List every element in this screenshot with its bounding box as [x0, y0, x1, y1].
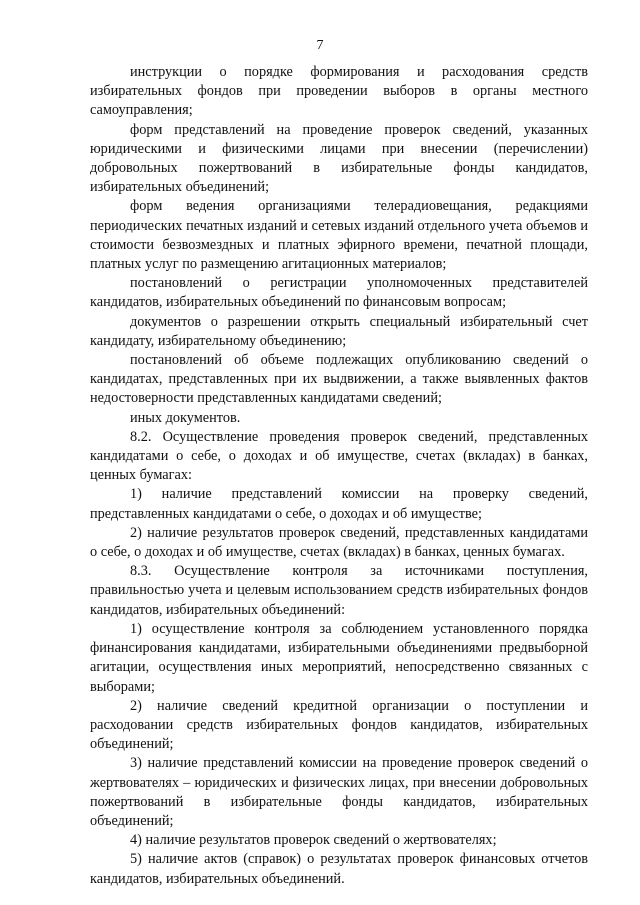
paragraph-special-account: документов о разрешении открыть специальный избирательный счет кандидату, избирательному объединению; [90, 313, 588, 349]
paragraph-8-2-item-1: 1) наличие представлений комиссии на проверку сведений, представленных кандидатами о себе, о доходах и об имуществе; [90, 486, 588, 522]
paragraph-instructions: инструкции о порядке формирования и расходования средств избирательных фондов при проведении выборов в органы местного самоуправления; [90, 64, 588, 119]
paragraph-section-8-2: 8.2. Осуществление проведения проверок сведений, представленных кандидатами о себе, о доходах и об имуществе, счетах (вкладах) в банках, ценных бумагах: [90, 428, 588, 484]
paragraph-8-3-item-1: 1) осуществление контроля за соблюдением установленного порядка финансирования кандидатами, избирательными объединениями предвыборной агитации, осуществления иных мероприятий, непосредственно связанных с выборами; [90, 620, 588, 695]
paragraph-8-3-item-4: 4) наличие результатов проверок сведений о жертвователях; [130, 832, 497, 849]
paragraph-8-3-item-3: 3) наличие представлений комиссии на проведение проверок сведений о жертвователях – юридических и физических лицах, при внесении добровольных пожертвований в избирательные фонды кандидатов, избирательных объединений; [90, 755, 588, 829]
paragraph-8-3-item-2: 2) наличие сведений кредитной организации о поступлении и расходовании средств избирательных фондов кандидатов, избирательных объединений; [90, 697, 588, 753]
paragraph-8-2-item-2: 2) наличие результатов проверок сведений, представленных кандидатами о себе, о доходах и об имуществе, счетах (вкладах) в банках, ценных бумагах. [90, 524, 588, 561]
paragraph-other-documents: иных документов. [130, 409, 241, 426]
paragraph-section-8-3: 8.3. Осуществление контроля за источниками поступления, правильностью учета и целевым использованием средств избирательных фондов кандидатов, избирательных объединений: [90, 563, 588, 618]
paragraph-forms-accounting: форм ведения организациями телерадиовещания, редакциями периодических печатных изданий и сетевых изданий отдельного учета объемов и стоимости безвозмездных и платных эфирного времени, печатной площади, платных услуг по размещению агитационных материалов; [90, 198, 588, 273]
paragraph-8-3-item-5: 5) наличие актов (справок) о результатах проверок финансовых отчетов кандидатов, избирательных объединений. [90, 851, 588, 887]
paragraph-resolutions-representatives: постановлений о регистрации уполномоченных представителей кандидатов, избирательных объединений по финансовым вопросам; [90, 275, 588, 311]
paragraph-publication-volume: постановлений об объеме подлежащих опубликованию сведений о кандидатах, представленных при их выдвижении, а также выявленных фактов недостоверности представленных кандидатами сведений; [90, 352, 588, 407]
document-body [90, 63, 588, 889]
page-number: 7 [316, 38, 324, 53]
paragraph-forms-submissions: форм представлений на проведение проверок сведений, указанных юридическими и физическими лицами при внесении (перечислении) добровольных пожертвований в избирательные фонды кандидатов, избирательных объединений; [90, 121, 588, 196]
